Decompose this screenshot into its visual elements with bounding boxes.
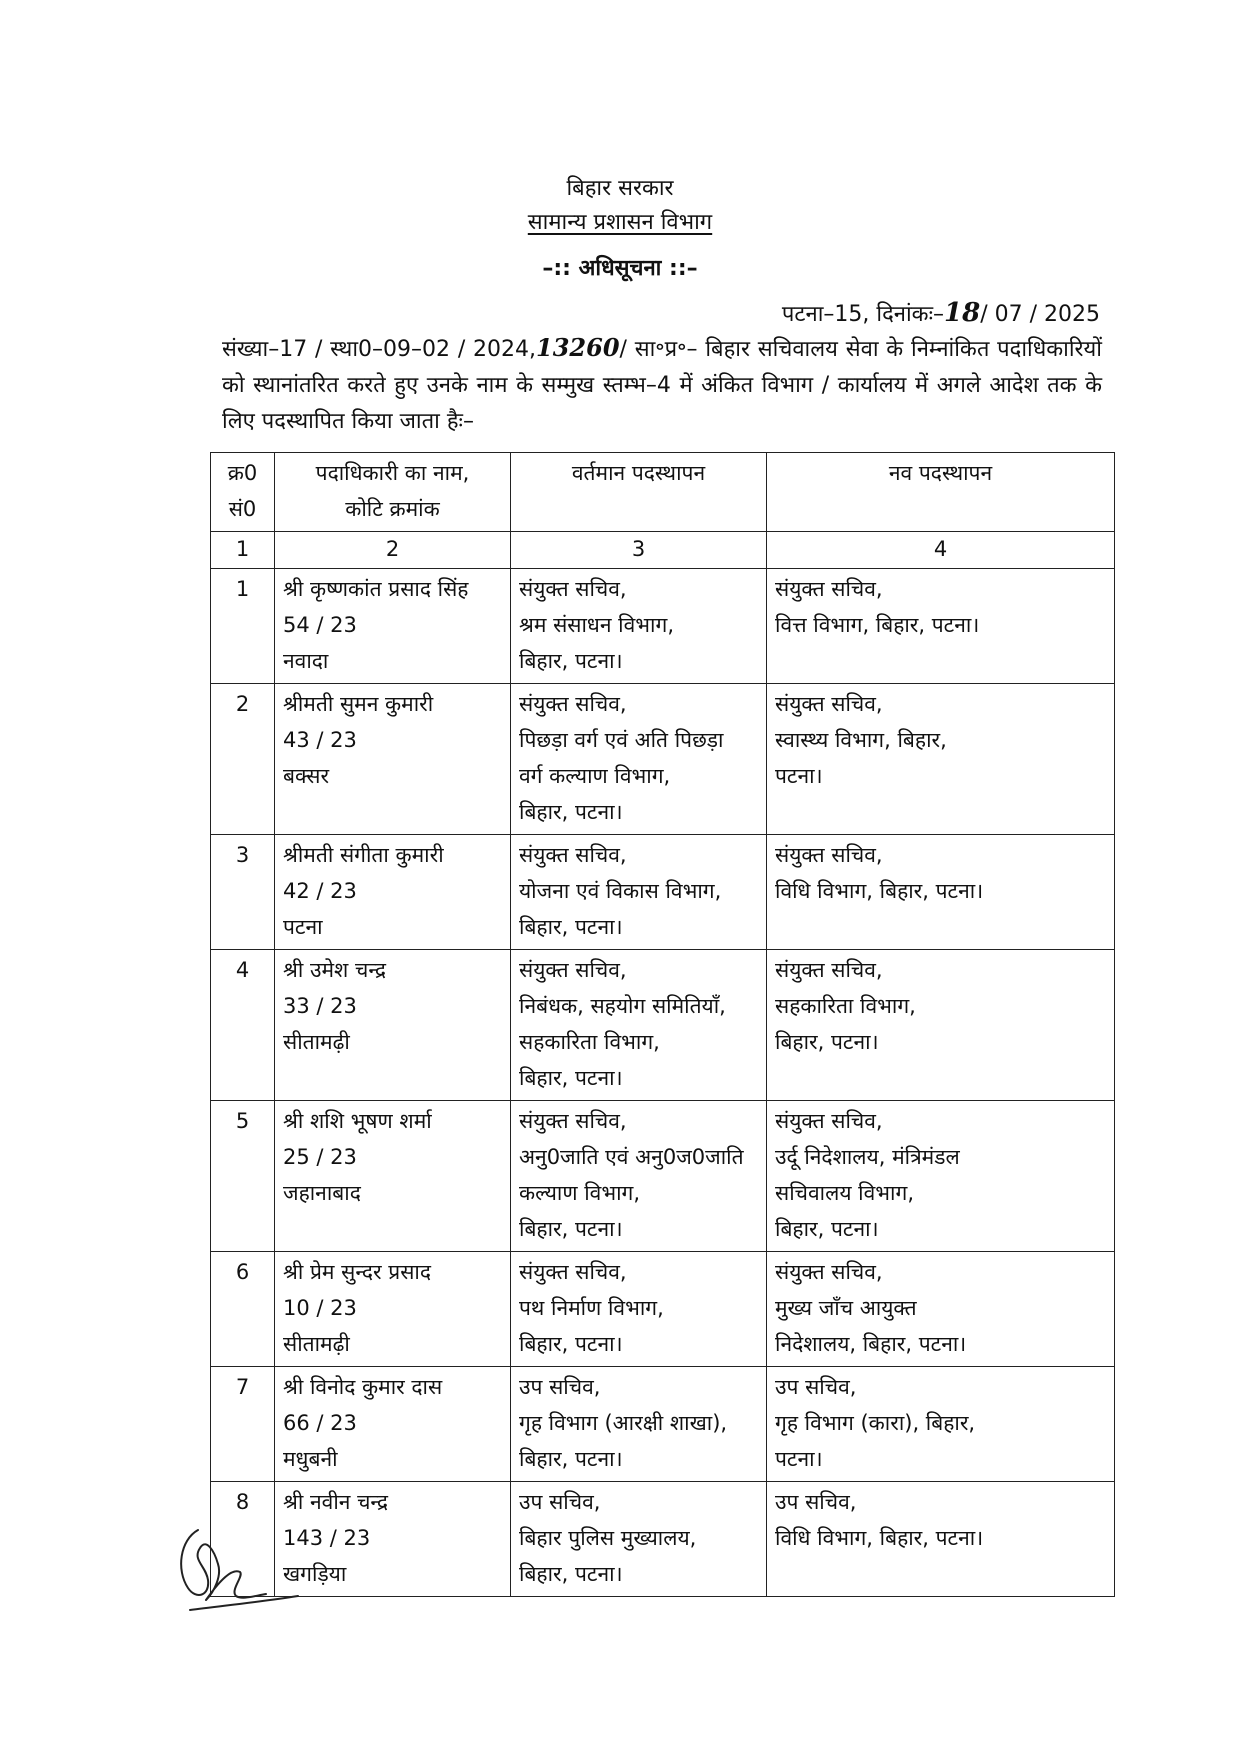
officer-cell-line: 42 / 23 [283, 879, 357, 903]
officer-cell-line: पटना [283, 915, 323, 939]
notification-paragraph [222, 330, 1102, 440]
current-posting-cell-line: बिहार, पटना। [519, 800, 623, 824]
new-posting-header [767, 453, 1115, 532]
signature-mark [170, 1510, 310, 1620]
new-posting-cell [767, 1101, 1115, 1252]
serial-cell: 2 [211, 684, 275, 835]
officer-cell-line: श्रीमती संगीता कुमारी [283, 843, 444, 867]
officer-cell-line: 66 / 23 [283, 1411, 357, 1435]
serial-header-line: सं0 [228, 497, 257, 521]
current-posting-cell-line: अनु0जाति एवं अनु0ज0जाति [519, 1145, 744, 1169]
column-number: 3 [511, 532, 767, 569]
column-number-row [211, 532, 1115, 569]
new-posting-cell-line: सचिवालय विभाग, [775, 1181, 914, 1205]
officer-cell [275, 569, 511, 684]
new-posting-cell-line: संयुक्त सचिव, [775, 958, 883, 982]
current-posting-cell-line: श्रम संसाधन विभाग, [519, 613, 674, 637]
current-posting-cell-line: वर्ग कल्याण विभाग, [519, 764, 671, 788]
serial-cell: 3 [211, 835, 275, 950]
current-posting-cell-line: कल्याण विभाग, [519, 1181, 641, 1205]
new-posting-cell-line: बिहार, पटना। [775, 1217, 879, 1241]
new-posting-header-line: नव पदस्थापन [888, 461, 993, 485]
officer-cell-line: खगड़िया [283, 1562, 347, 1586]
current-posting-cell-line: पथ निर्माण विभाग, [519, 1296, 664, 1320]
officer-header [275, 453, 511, 532]
current-posting-cell [511, 1101, 767, 1252]
table-row [211, 1252, 1115, 1367]
serial-header [211, 453, 275, 532]
new-posting-cell-line: संयुक्त सचिव, [775, 692, 883, 716]
officer-cell [275, 684, 511, 835]
current-posting-header-line: वर्तमान पदस्थापन [571, 461, 706, 485]
new-posting-cell-line: निदेशालय, बिहार, पटना। [775, 1332, 967, 1356]
officer-cell-line: बक्सर [283, 764, 330, 788]
serial-cell: 7 [211, 1367, 275, 1482]
current-posting-cell-line: उप सचिव, [519, 1490, 601, 1514]
current-posting-cell-line: संयुक्त सचिव, [519, 1260, 627, 1284]
new-posting-cell-line: बिहार, पटना। [775, 1030, 879, 1054]
department-title [0, 206, 1240, 236]
new-posting-cell-line: उप सचिव, [775, 1375, 857, 1399]
table-row [211, 1101, 1115, 1252]
table-header-row [211, 453, 1115, 532]
current-posting-cell-line: संयुक्त सचिव, [519, 577, 627, 601]
new-posting-cell [767, 1482, 1115, 1597]
new-posting-cell [767, 569, 1115, 684]
new-posting-cell-line: गृह विभाग (कारा), बिहार, [775, 1411, 976, 1435]
officer-cell-line: 43 / 23 [283, 728, 357, 752]
table-row [211, 1482, 1115, 1597]
serial-cell: 6 [211, 1252, 275, 1367]
officer-cell-line: जहानाबाद [283, 1181, 361, 1205]
reference-number: 13260 [536, 333, 620, 362]
new-posting-cell-line: स्वास्थ्य विभाग, बिहार, [775, 728, 947, 752]
officer-cell-line: नवादा [283, 649, 329, 673]
serial-cell: 1 [211, 569, 275, 684]
officer-header-line: पदाधिकारी का नाम, [315, 461, 470, 485]
current-posting-cell-line: बिहार, पटना। [519, 1332, 623, 1356]
officer-cell-line: 143 / 23 [283, 1526, 371, 1550]
officer-cell-line: श्री नवीन चन्द्र [283, 1490, 389, 1514]
officer-cell-line: 54 / 23 [283, 613, 357, 637]
place-date [782, 298, 1100, 328]
column-number: 2 [275, 532, 511, 569]
current-posting-cell-line: सहकारिता विभाग, [519, 1030, 660, 1054]
new-posting-cell-line: संयुक्त सचिव, [775, 1260, 883, 1284]
current-posting-cell-line: बिहार, पटना। [519, 1447, 623, 1471]
officer-cell-line: श्री विनोद कुमार दास [283, 1375, 443, 1399]
officer-cell [275, 950, 511, 1101]
current-posting-cell [511, 684, 767, 835]
current-posting-cell [511, 569, 767, 684]
officer-cell-line: 10 / 23 [283, 1296, 357, 1320]
table-row [211, 950, 1115, 1101]
serial-cell: 5 [211, 1101, 275, 1252]
new-posting-cell-line: सहकारिता विभाग, [775, 994, 916, 1018]
current-posting-cell [511, 1367, 767, 1482]
new-posting-cell-line: मुख्य जाँच आयुक्त [775, 1296, 917, 1320]
officer-cell [275, 1367, 511, 1482]
reference-prefix: संख्या–17 / स्था0–09–02 / 2024, [222, 337, 537, 362]
new-posting-cell-line: पटना। [775, 764, 823, 788]
new-posting-cell-line: विधि विभाग, बिहार, पटना। [775, 879, 984, 903]
new-posting-cell-line: पटना। [775, 1447, 823, 1471]
current-posting-cell [511, 835, 767, 950]
new-posting-cell [767, 1367, 1115, 1482]
current-posting-cell-line: बिहार, पटना। [519, 915, 623, 939]
table-row [211, 1367, 1115, 1482]
current-posting-cell-line: संयुक्त सचिव, [519, 958, 627, 982]
table-row [211, 569, 1115, 684]
table-row [211, 835, 1115, 950]
column-number: 1 [211, 532, 275, 569]
current-posting-cell-line: बिहार, पटना। [519, 1217, 623, 1241]
place-date-day: 18 [944, 298, 981, 328]
officer-cell-line: श्रीमती सुमन कुमारी [283, 692, 434, 716]
new-posting-cell [767, 1252, 1115, 1367]
officer-cell [275, 1101, 511, 1252]
current-posting-cell-line: बिहार, पटना। [519, 1066, 623, 1090]
current-posting-cell-line: बिहार, पटना। [519, 1562, 623, 1586]
current-posting-cell-line: पिछड़ा वर्ग एवं अति पिछड़ा [519, 728, 724, 752]
officer-header-line: कोटि क्रमांक [345, 497, 440, 521]
column-number: 4 [767, 532, 1115, 569]
new-posting-cell-line: उर्दू निदेशालय, मंत्रिमंडल [775, 1145, 960, 1169]
new-posting-cell-line: उप सचिव, [775, 1490, 857, 1514]
current-posting-cell-line: उप सचिव, [519, 1375, 601, 1399]
notification-body: बिहार सचिवालय सेवा के निम्नांकित पदाधिकारियों को स्थानांतरित करते हुए उनके नाम के सम्मुख स्तम्भ–4 में अंकित विभाग / कार्यालय में अगले आदेश तक के लिए पदस्थापित किया जाता हैः– [222, 337, 1102, 434]
current-posting-cell [511, 950, 767, 1101]
new-posting-cell [767, 835, 1115, 950]
officer-cell-line: श्री कृष्णकांत प्रसाद सिंह [283, 577, 469, 601]
officer-cell-line: सीतामढ़ी [283, 1332, 350, 1356]
government-title: बिहार सरकार [566, 176, 674, 201]
current-posting-cell-line: संयुक्त सचिव, [519, 692, 627, 716]
new-posting-cell-line: वित्त विभाग, बिहार, पटना। [775, 613, 980, 637]
officer-cell-line: 25 / 23 [283, 1145, 357, 1169]
current-posting-cell-line: संयुक्त सचिव, [519, 843, 627, 867]
current-posting-cell-line: गृह विभाग (आरक्षी शाखा), [519, 1411, 728, 1435]
officer-cell-line: मधुबनी [283, 1447, 338, 1471]
table-row [211, 684, 1115, 835]
current-posting-header [511, 453, 767, 532]
current-posting-cell-line: बिहार, पटना। [519, 649, 623, 673]
officer-cell-line: 33 / 23 [283, 994, 357, 1018]
officer-cell [275, 835, 511, 950]
place-date-prefix: पटना–15, दिनांकः– [781, 302, 945, 327]
current-posting-cell [511, 1482, 767, 1597]
new-posting-cell-line: संयुक्त सचिव, [775, 577, 883, 601]
reference-suffix: / सा॰प्र॰– [619, 337, 698, 362]
new-posting-cell [767, 950, 1115, 1101]
serial-header-line: क्र0 [227, 461, 258, 485]
current-posting-cell-line: बिहार पुलिस मुख्यालय, [519, 1526, 697, 1550]
officer-cell-line: सीतामढ़ी [283, 1030, 350, 1054]
officer-cell-line: श्री प्रेम सुन्दर प्रसाद [283, 1260, 431, 1284]
new-posting-cell [767, 684, 1115, 835]
notice-heading: –:: अधिसूचना ::– [542, 256, 698, 281]
current-posting-cell [511, 1252, 767, 1367]
officer-cell-line: श्री उमेश चन्द्र [283, 958, 386, 982]
serial-cell: 4 [211, 950, 275, 1101]
current-posting-cell-line: योजना एवं विकास विभाग, [519, 879, 722, 903]
new-posting-cell-line: विधि विभाग, बिहार, पटना। [775, 1526, 984, 1550]
place-date-rest: / 07 / 2025 [980, 302, 1100, 327]
serial-cell: 8 [211, 1482, 275, 1597]
officer-cell-line: श्री शशि भूषण शर्मा [283, 1109, 432, 1133]
department-title-text: सामान्य प्रशासन विभाग [527, 210, 713, 235]
current-posting-cell-line: निबंधक, सहयोग समितियाँ, [519, 994, 726, 1018]
officer-cell [275, 1252, 511, 1367]
new-posting-cell-line: संयुक्त सचिव, [775, 843, 883, 867]
new-posting-cell-line: संयुक्त सचिव, [775, 1109, 883, 1133]
posting-table [210, 452, 1115, 1597]
current-posting-cell-line: संयुक्त सचिव, [519, 1109, 627, 1133]
